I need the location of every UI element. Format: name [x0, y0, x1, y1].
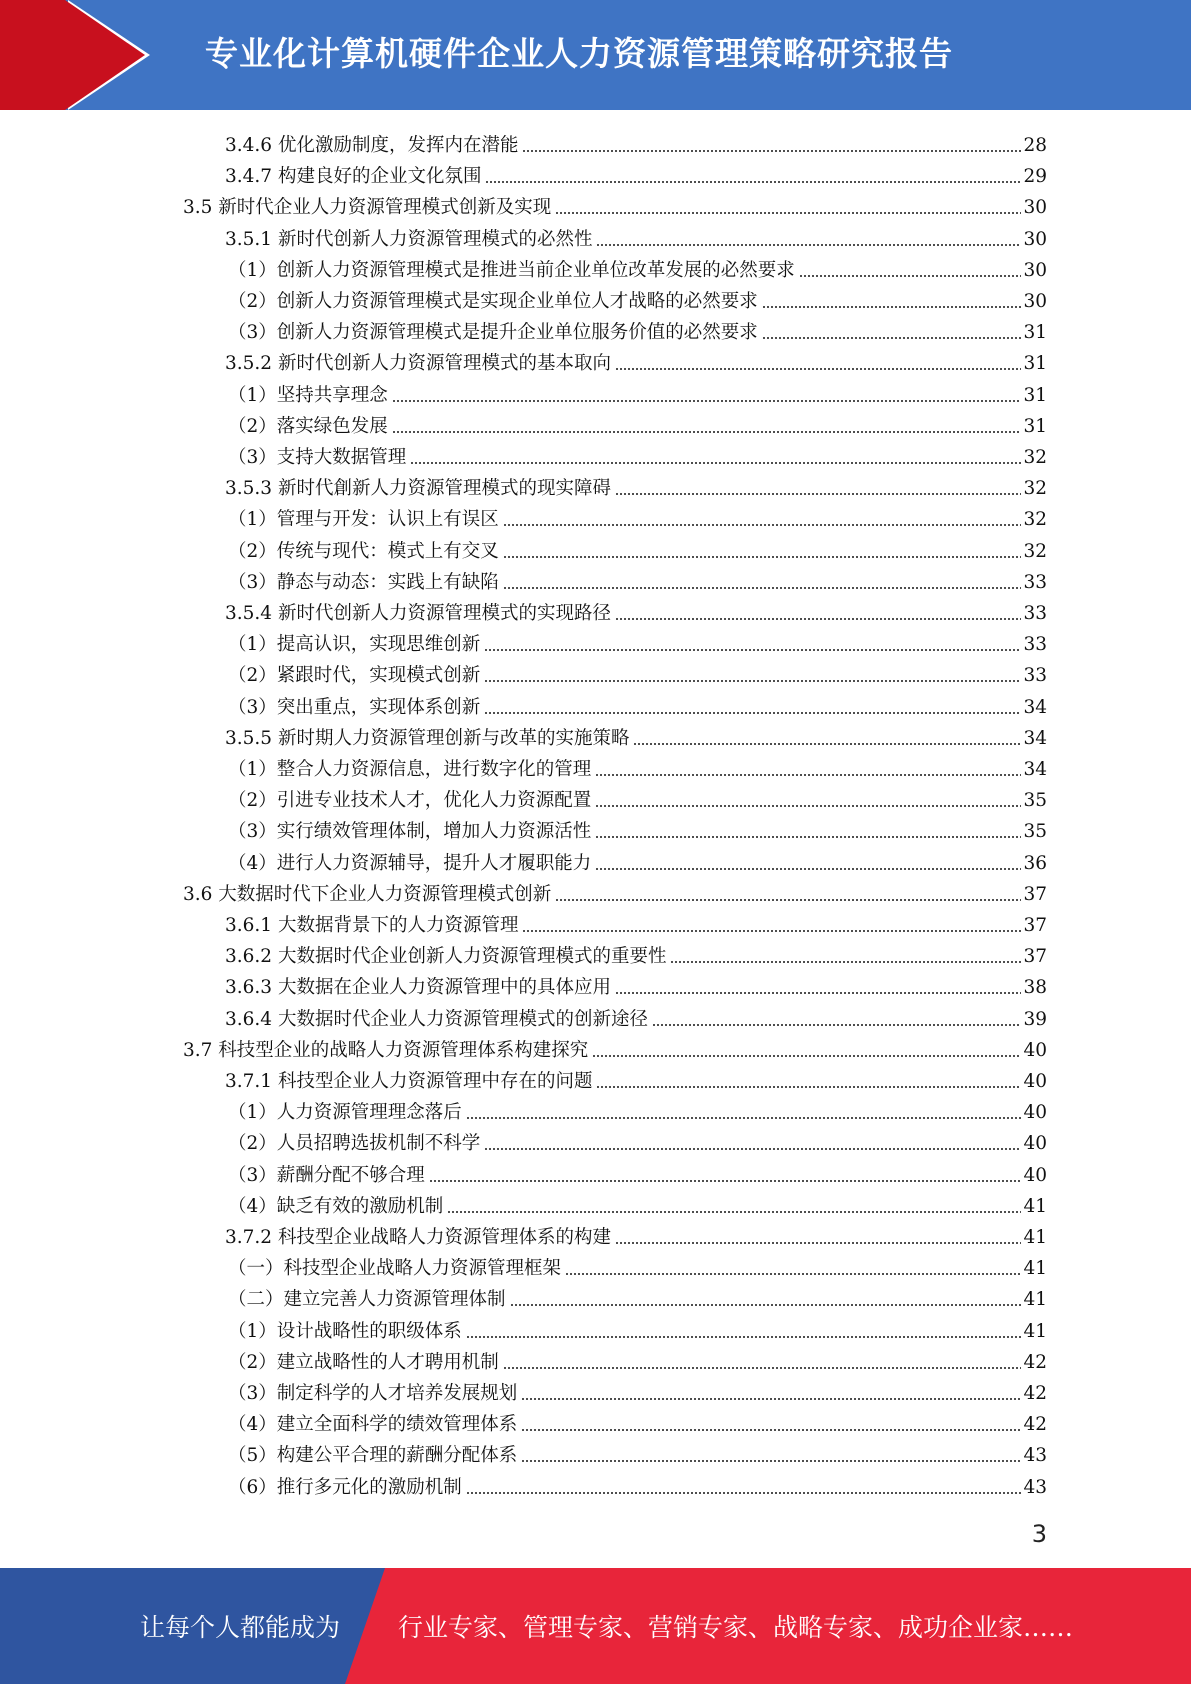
toc-dot-leader [592, 1052, 1021, 1058]
toc-entry-page: 31 [1023, 322, 1047, 344]
toc-entry-title: 3.7.2 科技型企业战略人力资源管理体系的构建 [225, 1227, 611, 1248]
toc-entry-page: 41 [1023, 1195, 1047, 1217]
toc-entry-page: 40 [1023, 1102, 1047, 1124]
toc-entry[interactable] [225, 939, 1047, 970]
footer-slogan-right: 行业专家、管理专家、营销专家、战略专家、成功企业家…… [398, 1613, 1074, 1642]
page-number: 3 [1031, 1520, 1047, 1548]
toc-entry[interactable] [228, 409, 1047, 440]
toc-entry-page: 40 [1023, 1039, 1047, 1061]
toc-dot-leader [484, 1145, 1021, 1151]
toc-entry[interactable] [228, 1376, 1047, 1407]
toc-entry-page: 40 [1023, 1133, 1047, 1155]
toc-dot-leader [633, 740, 1021, 746]
toc-entry-page: 32 [1023, 540, 1047, 562]
toc-entry[interactable] [228, 658, 1047, 689]
toc-dot-leader [596, 241, 1021, 247]
toc-entry-page: 33 [1023, 665, 1047, 687]
toc-entry-page: 37 [1023, 946, 1047, 968]
toc-entry-page: 43 [1023, 1476, 1047, 1498]
footer-blue-slant [345, 1568, 385, 1684]
toc-entry[interactable] [228, 1282, 1047, 1313]
toc-entry[interactable] [225, 128, 1047, 159]
toc-entry-title: （3）实行绩效管理体制，增加人力资源活性 [228, 821, 592, 843]
toc-entry[interactable] [183, 877, 1047, 908]
toc-entry-page: 31 [1023, 384, 1047, 406]
toc-entry[interactable] [228, 1189, 1047, 1220]
toc-entry-page: 31 [1023, 353, 1047, 375]
toc-entry-page: 33 [1023, 571, 1047, 593]
toc-entry-title: （3）支持大数据管理 [228, 447, 407, 468]
toc-dot-leader [521, 1426, 1021, 1432]
toc-entry-title: 3.5.1 新时代创新人力资源管理模式的必然性 [225, 228, 593, 250]
toc-entry-title: （3）突出重点，实现体系创新 [228, 696, 481, 718]
toc-entry-title: （4）建立全面科学的绩效管理体系 [228, 1414, 518, 1436]
toc-entry[interactable] [225, 222, 1047, 253]
toc-entry-page: 43 [1023, 1445, 1047, 1467]
toc-dot-leader [392, 428, 1022, 434]
toc-entry-title: （1）设计战略性的职级体系 [228, 1320, 462, 1342]
toc-dot-leader [762, 303, 1022, 309]
toc-entry-title: （3）静态与动态：实践上有缺陷 [228, 571, 499, 593]
toc-entry-page: 41 [1023, 1320, 1047, 1342]
toc-entry-title: 3.6 大数据时代下企业人力资源管理模式创新 [183, 883, 552, 905]
toc-entry-title: 3.7 科技型企业的战略人力资源管理体系构建探究 [183, 1039, 589, 1061]
toc-entry-title: 3.5 新时代企业人力资源管理模式创新及实现 [183, 197, 552, 219]
toc-entry-page: 33 [1023, 634, 1047, 656]
toc-entry[interactable] [228, 1095, 1047, 1126]
toc-entry-title: （4）缺乏有效的激励机制 [228, 1195, 444, 1217]
toc-entry-page: 41 [1023, 1258, 1047, 1280]
toc-dot-leader [555, 209, 1021, 215]
header-banner [0, 0, 1191, 110]
toc-dot-leader [615, 490, 1021, 496]
toc-entry-title: 3.4.6 优化激励制度，发挥内在潜能 [225, 135, 519, 156]
toc-entry-title: （1）提高认识，实现思维创新 [228, 634, 481, 656]
toc-entry-page: 30 [1023, 228, 1047, 250]
toc-entry-title: 3.5.4 新时代创新人力资源管理模式的实现路径 [225, 603, 611, 624]
toc-dot-leader [615, 615, 1021, 621]
toc-dot-leader [652, 1021, 1021, 1027]
toc-entry-page: 42 [1023, 1383, 1047, 1404]
toc-entry[interactable] [228, 814, 1047, 845]
toc-entry-page: 39 [1023, 1008, 1047, 1030]
toc-entry-title: 3.5.3 新时代創新人力资源管理模式的现实障碍 [225, 478, 611, 500]
header-red-arrow [65, 0, 145, 110]
toc-entry[interactable] [225, 1064, 1047, 1095]
toc-entry[interactable] [228, 783, 1047, 814]
toc-dot-leader [447, 1208, 1021, 1214]
toc-dot-leader [503, 553, 1022, 559]
toc-entry-page: 30 [1023, 291, 1047, 312]
toc-entry[interactable] [228, 1251, 1047, 1282]
toc-entry-page: 35 [1023, 821, 1047, 843]
toc-entry[interactable] [228, 846, 1047, 877]
toc-entry-page: 30 [1023, 259, 1047, 281]
toc-entry[interactable] [228, 284, 1047, 315]
toc-dot-leader [521, 1457, 1021, 1463]
toc-entry-page: 29 [1023, 166, 1047, 188]
toc-entry-title: （2）传统与现代：模式上有交叉 [228, 540, 499, 562]
toc-entry-page: 31 [1023, 415, 1047, 437]
toc-entry-title: 3.6.4 大数据时代企业人力资源管理模式的创新途径 [225, 1008, 648, 1030]
toc-entry[interactable] [225, 908, 1047, 939]
toc-entry-title: 3.5.2 新时代创新人力资源管理模式的基本取向 [225, 353, 611, 375]
toc-entry[interactable] [228, 1345, 1047, 1376]
toc-entry-title: （4）进行人力资源辅导，提升人才履职能力 [228, 852, 592, 874]
toc-entry-title: （6）推行多元化的激励机制 [228, 1476, 462, 1498]
toc-entry[interactable] [228, 1438, 1047, 1469]
toc-dot-leader [615, 365, 1021, 371]
toc-entry[interactable] [228, 1314, 1047, 1345]
toc-entry-page: 38 [1023, 977, 1047, 999]
toc-entry-title: （2）建立战略性的人才聘用机制 [228, 1351, 499, 1373]
toc-entry-title: （2）紧跟时代，实现模式创新 [228, 665, 481, 687]
toc-dot-leader [484, 677, 1021, 683]
toc-entry-page: 40 [1023, 1071, 1047, 1092]
toc-dot-leader [595, 771, 1021, 777]
toc-entry-page: 34 [1023, 696, 1047, 718]
toc-entry-title: 3.6.3 大数据在企业人力资源管理中的具体应用 [225, 977, 611, 999]
header-red-block [0, 0, 65, 110]
toc-entry-page: 33 [1023, 603, 1047, 624]
toc-dot-leader [799, 272, 1022, 278]
toc-entry[interactable] [225, 471, 1047, 502]
toc-dot-leader [484, 709, 1021, 715]
toc-dot-leader [410, 459, 1021, 465]
toc-dot-leader [392, 397, 1022, 403]
toc-entry[interactable] [183, 190, 1047, 221]
toc-entry-title: （1）管理与开发：认识上有误区 [228, 509, 499, 531]
toc-dot-leader [670, 958, 1021, 964]
toc-entry[interactable] [225, 970, 1047, 1001]
toc-entry[interactable] [228, 534, 1047, 565]
toc-entry-page: 34 [1023, 759, 1047, 780]
footer-slogan-left: 让每个人都能成为 [140, 1613, 341, 1642]
toc-entry-page: 41 [1023, 1289, 1047, 1311]
toc-entry-title: 3.6.2 大数据时代企业创新人力资源管理模式的重要性 [225, 946, 667, 968]
toc-entry-title: （3）创新人力资源管理模式是提升企业单位服务价值的必然要求 [228, 322, 758, 344]
footer-banner [0, 1568, 1191, 1684]
toc-entry-title: （2）人员招聘选拔机制不科学 [228, 1133, 481, 1155]
toc-entry[interactable] [225, 1220, 1047, 1251]
toc-entry[interactable] [225, 159, 1047, 190]
toc-entry-page: 36 [1023, 852, 1047, 874]
toc-entry[interactable] [228, 1126, 1047, 1157]
toc-entry-page: 30 [1023, 197, 1047, 219]
toc-entry-title: （1）整合人力资源信息，进行数字化的管理 [228, 759, 592, 780]
toc-entry[interactable] [228, 690, 1047, 721]
toc-dot-leader [595, 802, 1021, 808]
toc-entry[interactable] [228, 1407, 1047, 1438]
toc-entry[interactable] [228, 502, 1047, 533]
toc-entry-title: （1）坚持共享理念 [228, 384, 388, 406]
toc-entry[interactable] [225, 721, 1047, 752]
toc-dot-leader [555, 896, 1021, 902]
toc-dot-leader [565, 1270, 1021, 1276]
toc-dot-leader [466, 1333, 1022, 1339]
toc-dot-leader [615, 1239, 1021, 1245]
toc-entry-title: 3.5.5 新时期人力资源管理创新与改革的实施策略 [225, 727, 630, 749]
toc-entry-page: 28 [1023, 135, 1047, 156]
toc-entry-title: （2）落实绿色发展 [228, 415, 388, 437]
toc-dot-leader [503, 584, 1022, 590]
toc-dot-leader [522, 927, 1021, 933]
toc-entry-page: 32 [1023, 509, 1047, 531]
toc-dot-leader [522, 147, 1021, 153]
toc-entry[interactable] [228, 752, 1047, 783]
toc-entry-title: （3）薪酬分配不够合理 [228, 1164, 425, 1186]
toc-entry[interactable] [225, 346, 1047, 377]
toc-entry-title: 3.7.1 科技型企业人力资源管理中存在的问题 [225, 1071, 593, 1092]
toc-entry-title: 3.4.7 构建良好的企业文化氛围 [225, 166, 482, 188]
toc-entry-title: 3.6.1 大数据背景下的人力资源管理 [225, 915, 519, 936]
toc-dot-leader [596, 1083, 1021, 1089]
toc-entry[interactable] [228, 627, 1047, 658]
toc-entry[interactable] [228, 315, 1047, 346]
report-title: 专业化计算机硬件企业人力资源管理策略研究报告 [205, 34, 953, 73]
toc-entry[interactable] [228, 565, 1047, 596]
toc-entry[interactable] [228, 1158, 1047, 1189]
toc-entry-page: 35 [1023, 790, 1047, 812]
toc-dot-leader [503, 1364, 1022, 1370]
toc-entry-title: （5）构建公平合理的薪酬分配体系 [228, 1445, 518, 1467]
toc-dot-leader [484, 646, 1021, 652]
toc-dot-leader [466, 1114, 1022, 1120]
toc-entry[interactable] [228, 440, 1047, 471]
toc-dot-leader [762, 334, 1022, 340]
toc-entry-title: （二）建立完善人力资源管理体制 [228, 1289, 506, 1311]
toc-entry-page: 40 [1023, 1164, 1047, 1186]
toc-dot-leader [521, 1395, 1021, 1401]
toc-dot-leader [595, 833, 1021, 839]
toc-entry-page: 34 [1023, 727, 1047, 749]
toc-entry-page: 32 [1023, 478, 1047, 500]
toc-entry-title: （2）引进专业技术人才，优化人力资源配置 [228, 790, 592, 812]
toc-entry-page: 42 [1023, 1414, 1047, 1436]
toc-entry-title: （1）人力资源管理理念落后 [228, 1102, 462, 1124]
toc-entry-page: 37 [1023, 883, 1047, 905]
toc-entry-title: （2）创新人力资源管理模式是实现企业单位人才战略的必然要求 [228, 291, 758, 312]
toc-entry-title: （一）科技型企业战略人力资源管理框架 [228, 1258, 562, 1280]
toc-entry[interactable] [225, 1002, 1047, 1033]
toc-entry-page: 42 [1023, 1351, 1047, 1373]
toc-entry-page: 41 [1023, 1227, 1047, 1248]
toc-entry[interactable] [228, 253, 1047, 284]
toc-dot-leader [615, 989, 1021, 995]
toc-entry[interactable] [183, 1033, 1047, 1064]
toc-entry-title: （3）制定科学的人才培养发展规划 [228, 1383, 518, 1404]
toc-dot-leader [466, 1489, 1022, 1495]
toc-entry-page: 37 [1023, 915, 1047, 936]
toc-dot-leader [485, 178, 1021, 184]
toc-dot-leader [595, 865, 1021, 871]
toc-entry[interactable] [225, 596, 1047, 627]
toc-dot-leader [429, 1177, 1022, 1183]
toc-entry[interactable] [228, 378, 1047, 409]
toc-dot-leader [510, 1301, 1022, 1307]
toc-entry-title: （1）创新人力资源管理模式是推进当前企业单位改革发展的必然要求 [228, 259, 795, 281]
toc-dot-leader [503, 521, 1022, 527]
toc-entry-page: 32 [1023, 447, 1047, 468]
toc-entry[interactable] [228, 1470, 1047, 1501]
